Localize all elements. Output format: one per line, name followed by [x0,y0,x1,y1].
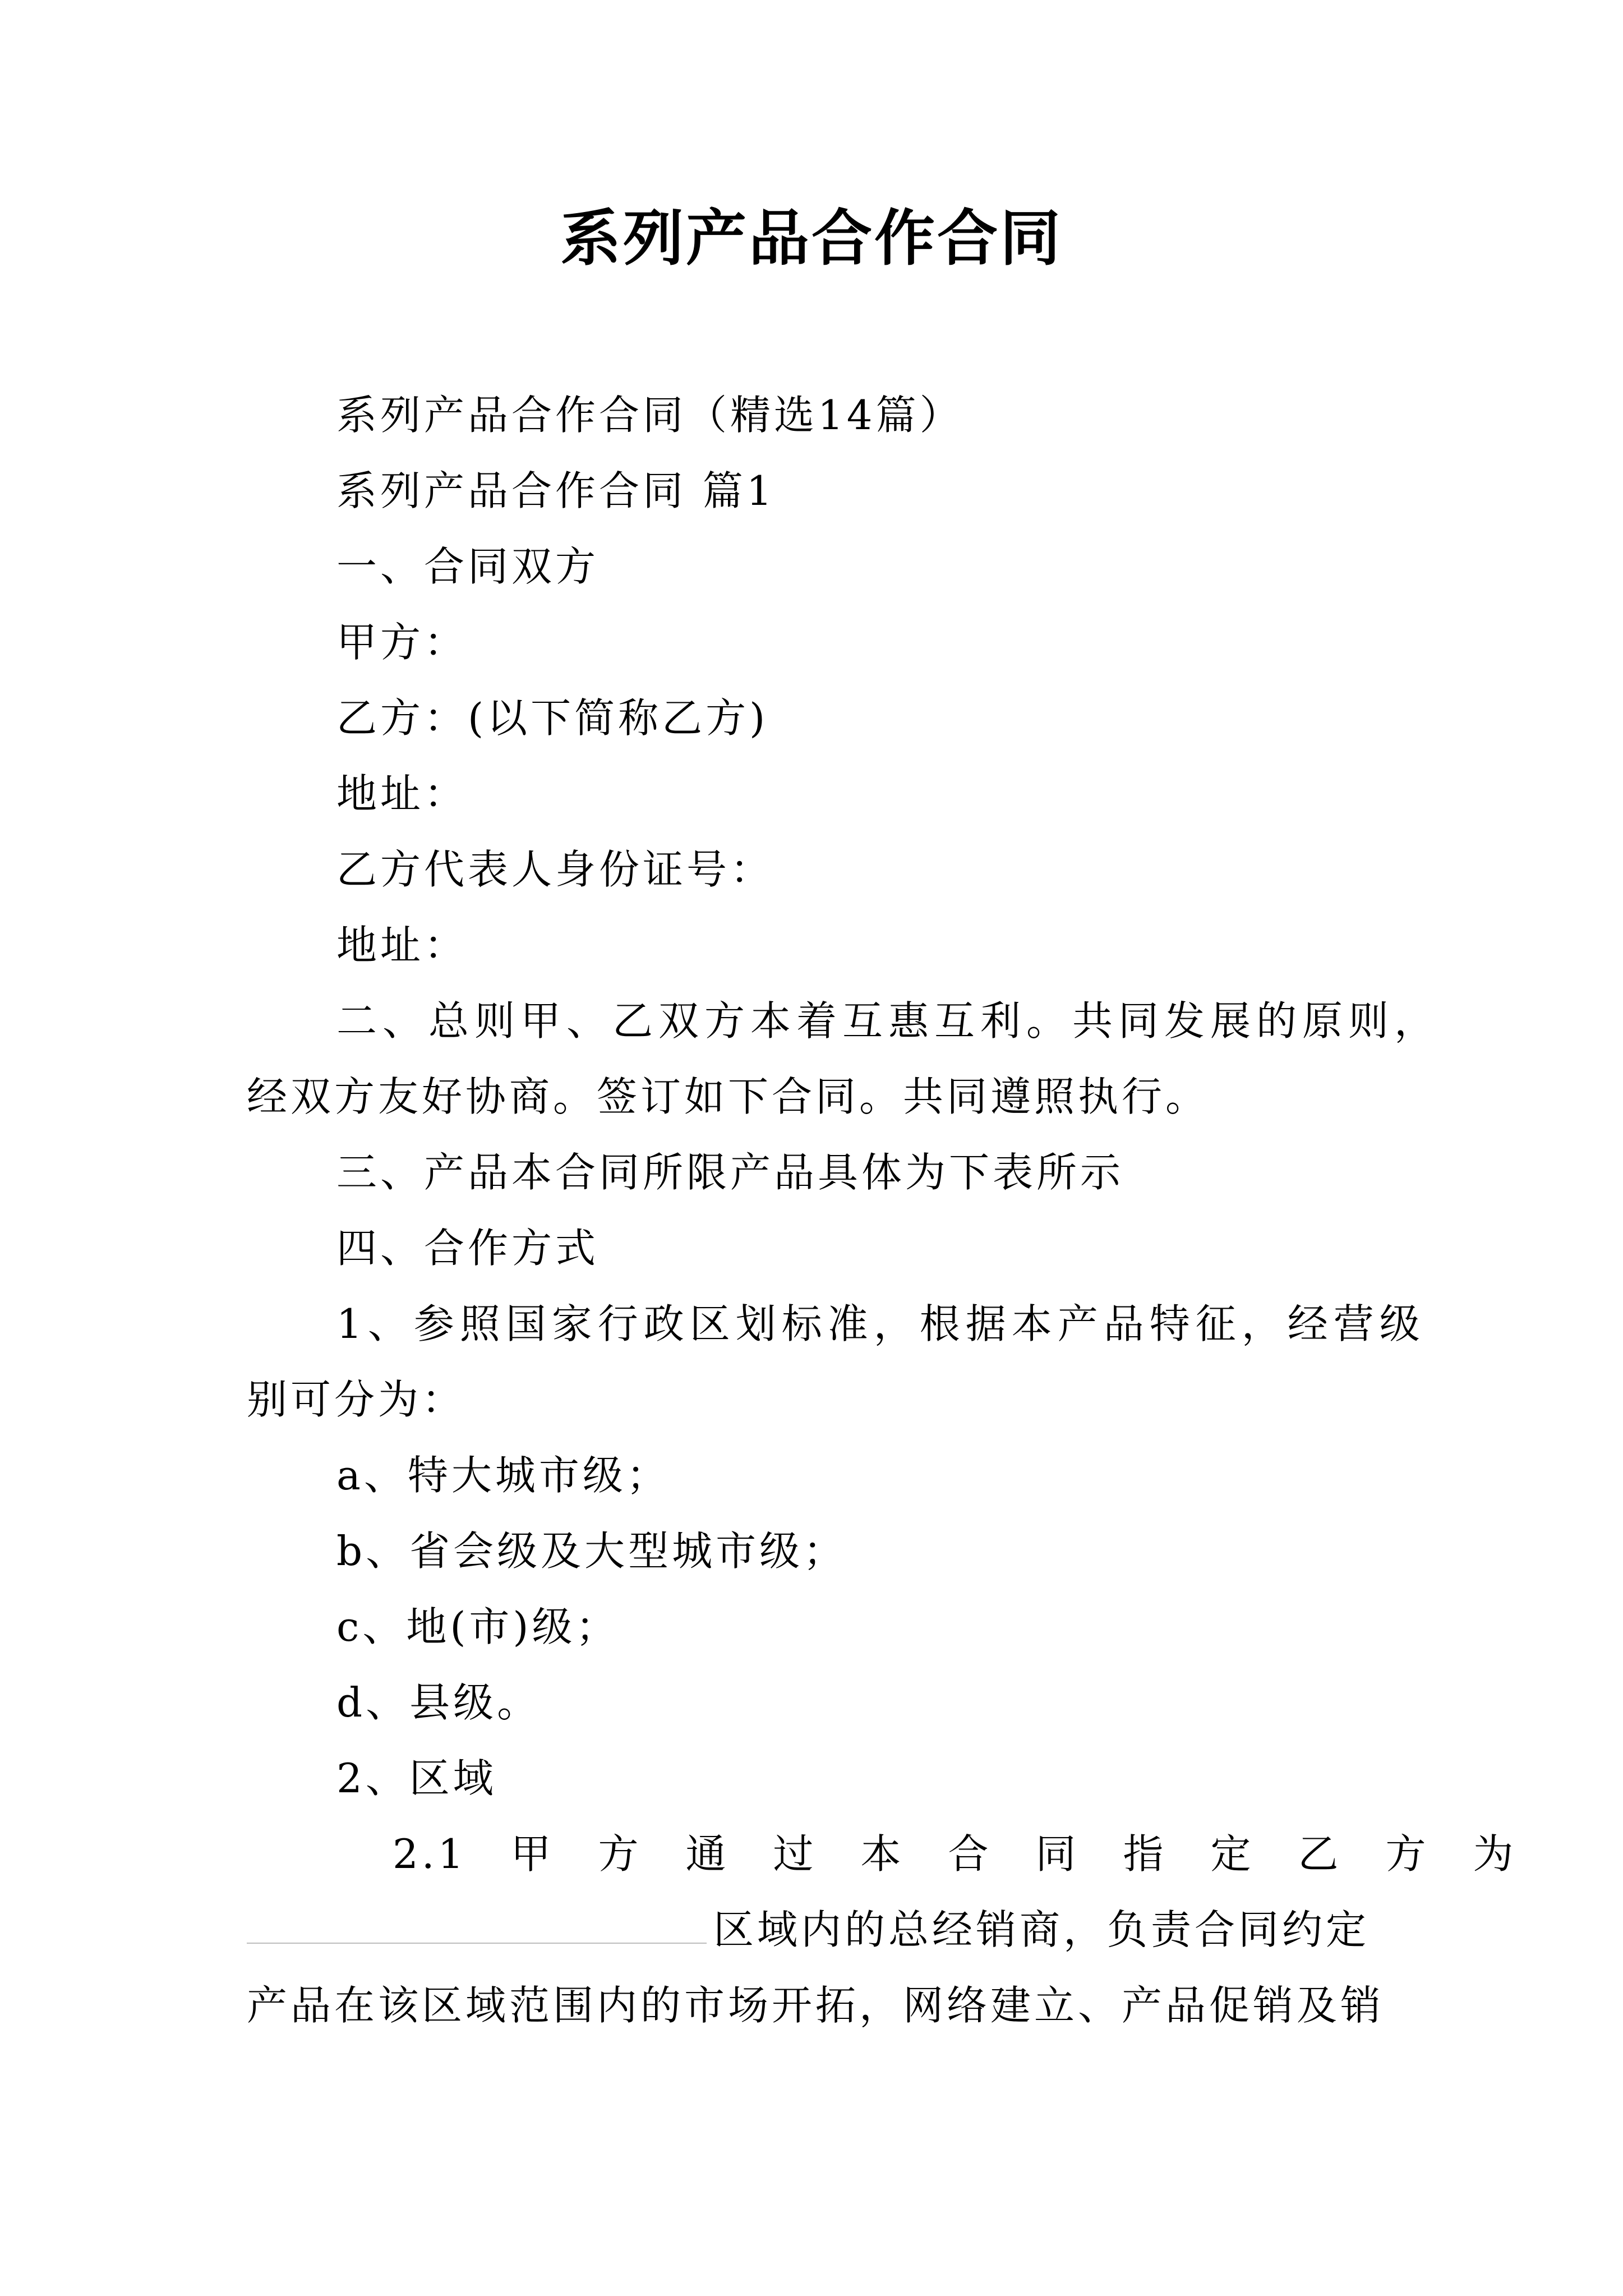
party-b-id-field: 乙方代表人身份证号： [336,846,774,893]
address-field: 地址： [336,922,468,969]
clause-heading: 三、产品本合同所限产品具体为下表所示 [336,1149,1124,1196]
paragraph-text: 区域内的总经销商，负责合同约定 [713,1906,1370,1953]
list-item: b、省会级及大型城市级； [336,1527,847,1575]
list-item: a、特大城市级； [336,1452,670,1499]
paragraph-line: 2.1 甲 方 通 过 本 合 同 指 定 乙 方 为 [393,1830,1517,1878]
document-title: 系列产品合作合同 [560,203,1063,274]
paragraph-line: 二、总则甲、乙双方本着互惠互利。共同发展的原则， [336,997,1441,1045]
clause-heading: 2、区域 [336,1755,497,1802]
party-a-field: 甲方： [336,619,468,666]
subtitle-line: 系列产品合作合同（精选14篇） [336,392,963,439]
list-item: c、地(市)级； [336,1603,620,1650]
party-b-field: 乙方：(以下简称乙方) [336,694,769,742]
paragraph-line: 1、参照国家行政区划标准，根据本产品特征，经营级 [336,1300,1426,1347]
address-field: 地址： [336,770,468,817]
fill-in-blank [247,1902,707,1944]
section-heading: 系列产品合作合同 篇1 [336,467,776,514]
paragraph-line: 经双方友好协商。签订如下合同。共同遵照执行。 [247,1073,1210,1120]
clause-heading: 一、合同双方 [336,543,600,590]
clause-heading: 四、合作方式 [336,1225,600,1272]
list-item: d、县级。 [336,1679,541,1726]
paragraph-line: 别可分为： [247,1376,466,1423]
paragraph-line: 产品在该区域范围内的市场开拓，网络建立、产品促销及销 [247,1982,1385,2029]
paragraph-line [247,1902,1370,1958]
